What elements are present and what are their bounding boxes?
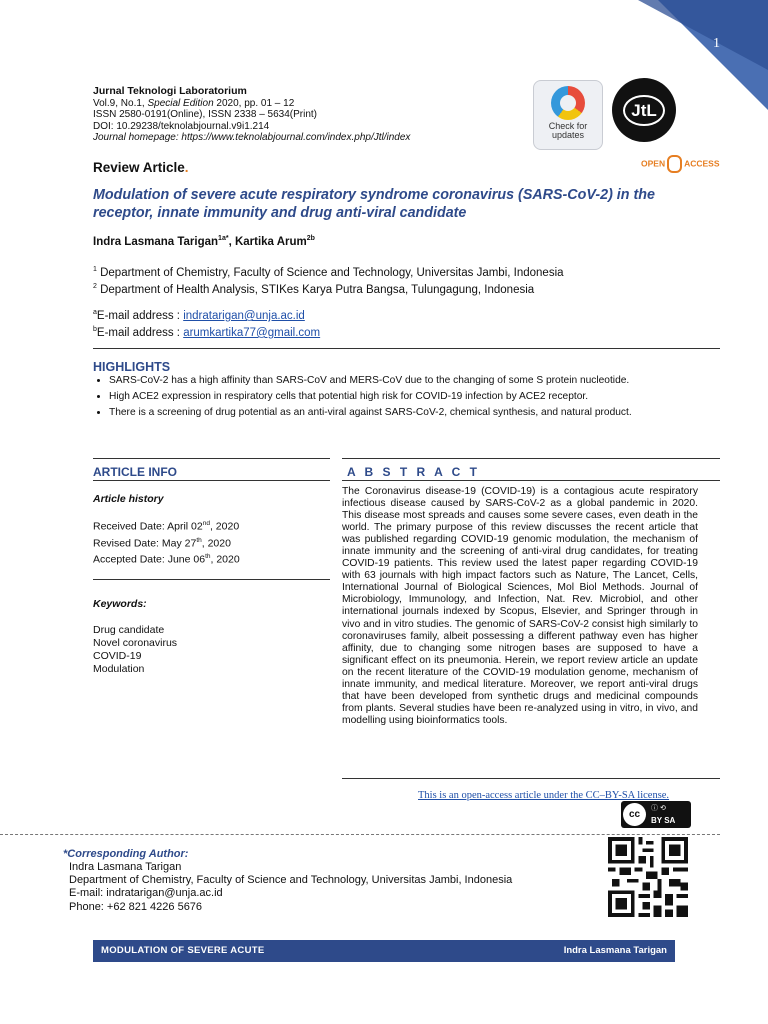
highlights-heading: HIGHLIGHTS (93, 360, 171, 374)
corresponding-details (69, 861, 512, 914)
article-history (93, 517, 240, 567)
revised-date: Revised Date: May 27th, 2020 (93, 536, 231, 549)
affiliations (93, 263, 564, 297)
keyword: Novel coronavirus (93, 637, 178, 649)
check-for-updates-badge[interactable] (533, 80, 603, 150)
footer-running-title: MODULATION OF SEVERE ACUTE (101, 945, 265, 956)
footer-author: Indra Lasmana Tarigan (563, 945, 667, 956)
check-updates-label: Check for updates (548, 121, 588, 140)
divider (93, 458, 330, 459)
corresponding-dept: Department of Chemistry, Faculty of Science and Technology, Universitas Jambi, Indonesia (69, 874, 513, 887)
highlights-list (93, 375, 709, 423)
affiliation-1: $^1$ Department of Chemistry, Faculty of Science and Technology, Universitas Jambi, Indonesia (93, 266, 564, 279)
email-link-a[interactable]: indratarigan@unja.ac.id (183, 309, 305, 322)
corner-decoration-dark (638, 0, 768, 70)
corresponding-heading: *Corresponding Author: (63, 848, 189, 860)
divider (342, 480, 720, 481)
affiliation-2: $^2$ Department of Health Analysis, STIKes Karya Putra Bangsa, Tulungagung, Indonesia (93, 282, 535, 296)
open-access-lock-icon (667, 155, 682, 173)
qr-code[interactable] (606, 837, 690, 917)
divider (0, 834, 720, 835)
email-link-b[interactable]: arumkartika77@gmail.com (183, 326, 321, 339)
check-updates-icon (551, 86, 585, 120)
email-a: $^a$E-mail address : indratarigan@unja.ac.id (93, 309, 305, 322)
page-number: 1 (713, 36, 720, 51)
article-type: Review Article. (93, 160, 189, 175)
cc-by-sa-badge[interactable] (621, 801, 691, 828)
keywords-title: Keywords: (93, 598, 147, 610)
cc-badge-label: BY SA (651, 816, 676, 825)
article-title: Modulation of severe acute respiratory syndrome coronavirus (SARS-CoV-2) in the receptor, innate immunity and drug anti-viral candidate (93, 187, 655, 221)
journal-doi[interactable]: DOI: 10.29238/teknolabjournal.v9i1.214 (93, 120, 270, 132)
divider (342, 458, 720, 459)
email-b: $^b$E-mail address : arumkartika77@gmail.com (93, 325, 321, 339)
keyword: COVID-19 (93, 650, 142, 662)
received-date: Received Date: April 02nd, 2020 (93, 520, 240, 533)
highlight-item: • There is a screening of drug potential as an anti-viral against SARS-CoV-2, chemical synthesis, and natural product. (109, 407, 709, 419)
authors: Indra Lasmana Tarigan$^{1a*}$, Kartika Arum$^{2b}$ (93, 235, 315, 248)
cc-icon: cc (623, 803, 646, 826)
divider (93, 348, 720, 349)
highlight-item: • SARS-CoV-2 has a high affinity than SARS-CoV and MERS-CoV due to the changing of some S protein nucleotide. (109, 375, 709, 387)
keyword: Drug candidate (93, 624, 165, 636)
abstract-text: The Coronavirus disease-19 (COVID-19) is a contagious acute respiratory infectious disease caused by SARS-CoV-2 as a global pandemic in 2020. This disease most spreads and causes some severe cases, even death in the world. The primary purpose of this review discusses the recent article that was published regarding COVID-19 genomic modulation, the mechanism of innate immunity and the screening of anti-viral drug candidates, for treating COVID-19 patients. This review used the latest paper regarding COVID-19 with 63 journals with high impact factors such as Nature, The Lancet, Cells, International Journal of Biological Sciences, Mol Biol Methods. Journal of Microbiology, Immunology, and Infection, Nat. Rev. Microbiol, and other international journals indexed by Scopus, Elsevier, and Springer through in vivo and in vitro studies. The genomic of SARS-CoV-2 consist high similarly to coronaviruses family, albeit possessing a different pathway even has higher affinity, due to changing some nitrogen bases are supposed to have a significant effect on its pneumonia. Herein, we report review article an update on the recent literature of the COVID-19 modulation genome, mechanism of innate immunity, and medical literature. Moreover, we report anti-viral drugs that have been developed from synthetic drugs and medicinal compounds from plants. Several studies have been re-analyzed using in vitro, in vivo, and modelling using bioinformatics tools. (342, 486, 698, 726)
journal-logo: JtL (612, 78, 676, 142)
page-footer (93, 940, 675, 962)
abstract-heading: A B S T R A C T (347, 465, 480, 479)
journal-volume: Vol.9, No.1, Special Edition 2020, pp. 01 – 12 (93, 97, 295, 109)
corresponding-phone: Phone: +62 821 4226 5676 (69, 900, 203, 913)
keywords-list (93, 624, 177, 676)
divider (93, 480, 330, 481)
license-link[interactable]: This is an open-access article under the CC–BY-SA license. (418, 790, 670, 801)
keyword: Modulation (93, 663, 145, 675)
journal-name: Jurnal Teknologi Laboratorium (93, 85, 247, 97)
open-access-badge: OPEN ACCESS (641, 155, 720, 173)
email-addresses (93, 306, 320, 340)
article-history-title: Article history (93, 493, 164, 505)
journal-homepage[interactable]: Journal homepage: https://www.teknolabjournal.com/index.php/Jtl/index (93, 132, 411, 144)
corresponding-name: Indra Lasmana Tarigan (69, 861, 182, 873)
article-info-heading: ARTICLE INFO (93, 465, 177, 479)
journal-issn: ISSN 2580-0191(Online), ISSN 2338 – 5634(Print) (93, 109, 318, 121)
divider (93, 579, 330, 580)
accepted-date: Accepted Date: June 06th, 2020 (93, 553, 240, 566)
journal-info (93, 86, 410, 144)
corresponding-email[interactable]: E-mail: indratarigan@unja.ac.id (69, 887, 223, 900)
highlight-item: • High ACE2 expression in respiratory cells that potential high risk for COVID-19 infection by ACE2 receptor. (109, 391, 709, 403)
divider (342, 778, 720, 779)
cc-attribution-icon: ⓘ ⟲ (651, 805, 666, 812)
